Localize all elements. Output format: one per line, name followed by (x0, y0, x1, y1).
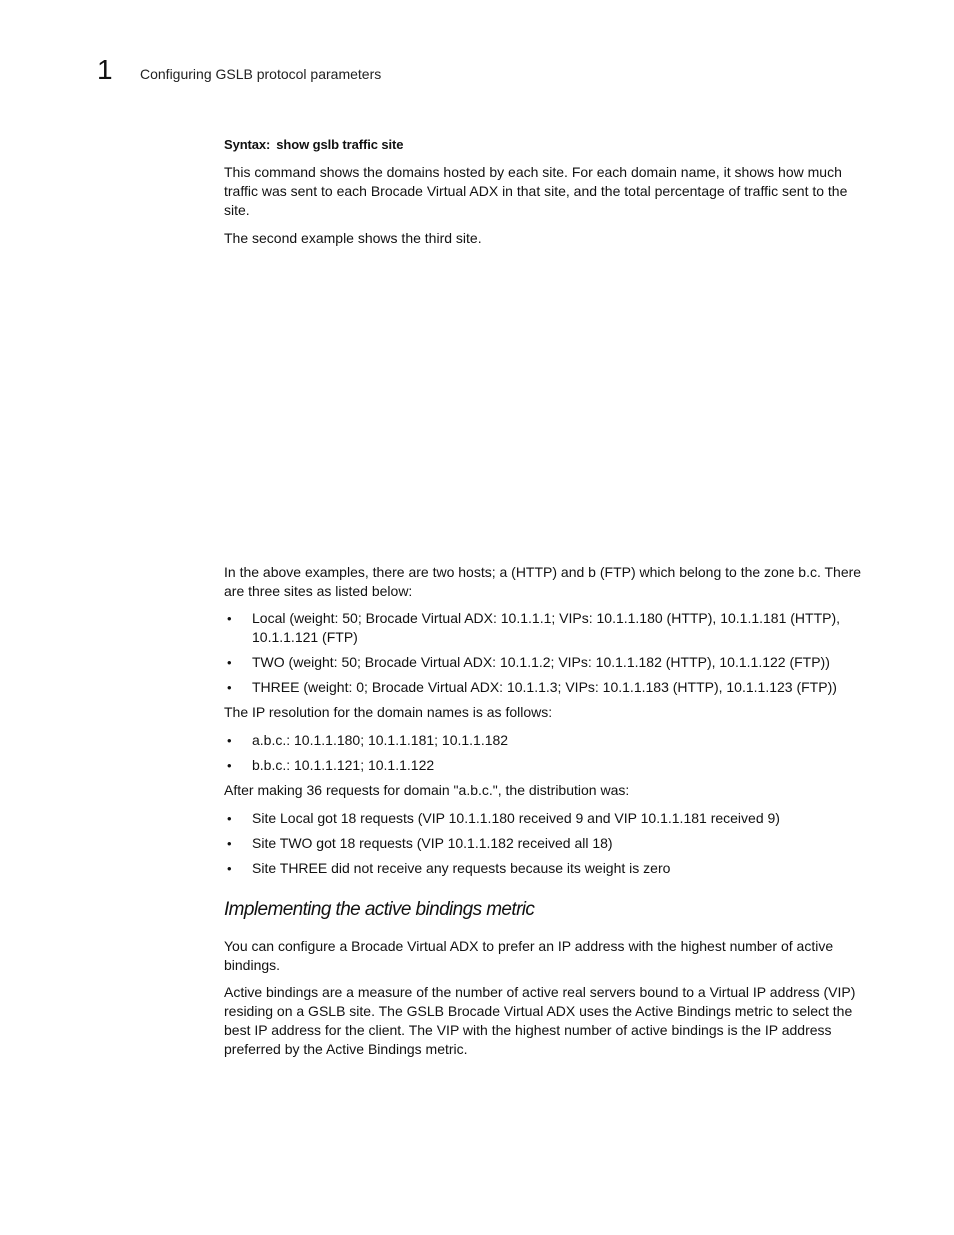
section-heading: Implementing the active bindings metric (224, 899, 535, 920)
bullet-icon: • (227, 611, 232, 626)
second-example-paragraph: The second example shows the third site. (224, 230, 482, 246)
chapter-title: Configuring GSLB protocol parameters (140, 66, 382, 82)
description-paragraph: This command shows the domains hosted by each site. For each domain name, it shows how much traffic was sent to each Brocade Virtual ADX in that site, and the total percentage of traffic sent to the site. (224, 164, 848, 218)
sites-list (224, 609, 874, 703)
section-paragraph-1: You can configure a Brocade Virtual ADX to prefer an IP address with the highest number of active bindings. (224, 938, 834, 973)
bullet-icon: • (227, 758, 232, 773)
section-paragraph-2: Active bindings are a measure of the number of active real servers bound to a Virtual IP address (VIP) residing on a GSLB site. The GSLB Brocade Virtual ADX uses the Active Bindings metric to select the best IP address for the client. The VIP with the highest number of active bindings is the IP address preferred by the Active Bindings metric. (224, 984, 856, 1057)
resolution-list (224, 731, 874, 781)
list-item: • Local (weight: 50; Brocade Virtual ADX: 10.1.1.1; VIPs: 10.1.1.180 (HTTP), 10.1.1.181 (HTTP), 10.1.1.121 (FTP) (227, 610, 841, 645)
bullet-icon: • (227, 733, 232, 748)
distribution-list (224, 809, 874, 884)
list-item: • TWO (weight: 50; Brocade Virtual ADX: 10.1.1.2; VIPs: 10.1.1.182 (HTTP), 10.1.1.122 (FTP)) (227, 654, 830, 670)
bullet-icon: • (227, 811, 232, 826)
bullet-icon: • (227, 655, 232, 670)
examples-intro-paragraph: In the above examples, there are two hosts; a (HTTP) and b (FTP) which belong to the zone b.c. There are three sites as listed below: (224, 564, 862, 599)
syntax-command: show gslb traffic site (276, 137, 404, 152)
list-item: • Site THREE did not receive any requests because its weight is zero (227, 860, 671, 876)
bullet-icon: • (227, 680, 232, 695)
bullet-icon: • (227, 836, 232, 851)
list-item: • THREE (weight: 0; Brocade Virtual ADX: 10.1.1.3; VIPs: 10.1.1.183 (HTTP), 10.1.1.123 (FTP)) (227, 679, 837, 695)
ip-resolution-paragraph: The IP resolution for the domain names is as follows: (224, 704, 553, 720)
chapter-number: 1 (97, 54, 113, 85)
requests-intro-paragraph: After making 36 requests for domain "a.b.c.", the distribution was: (224, 782, 630, 798)
list-item: • b.b.c.: 10.1.1.121; 10.1.1.122 (227, 757, 435, 773)
list-item: • Site Local got 18 requests (VIP 10.1.1.180 received 9 and VIP 10.1.1.181 received 9) (227, 810, 780, 826)
syntax-line (224, 136, 403, 154)
bullet-icon: • (227, 861, 232, 876)
syntax-label: Syntax: (224, 137, 271, 152)
list-item: • Site TWO got 18 requests (VIP 10.1.1.182 received all 18) (227, 835, 613, 851)
list-item: • a.b.c.: 10.1.1.180; 10.1.1.181; 10.1.1.182 (227, 732, 509, 748)
